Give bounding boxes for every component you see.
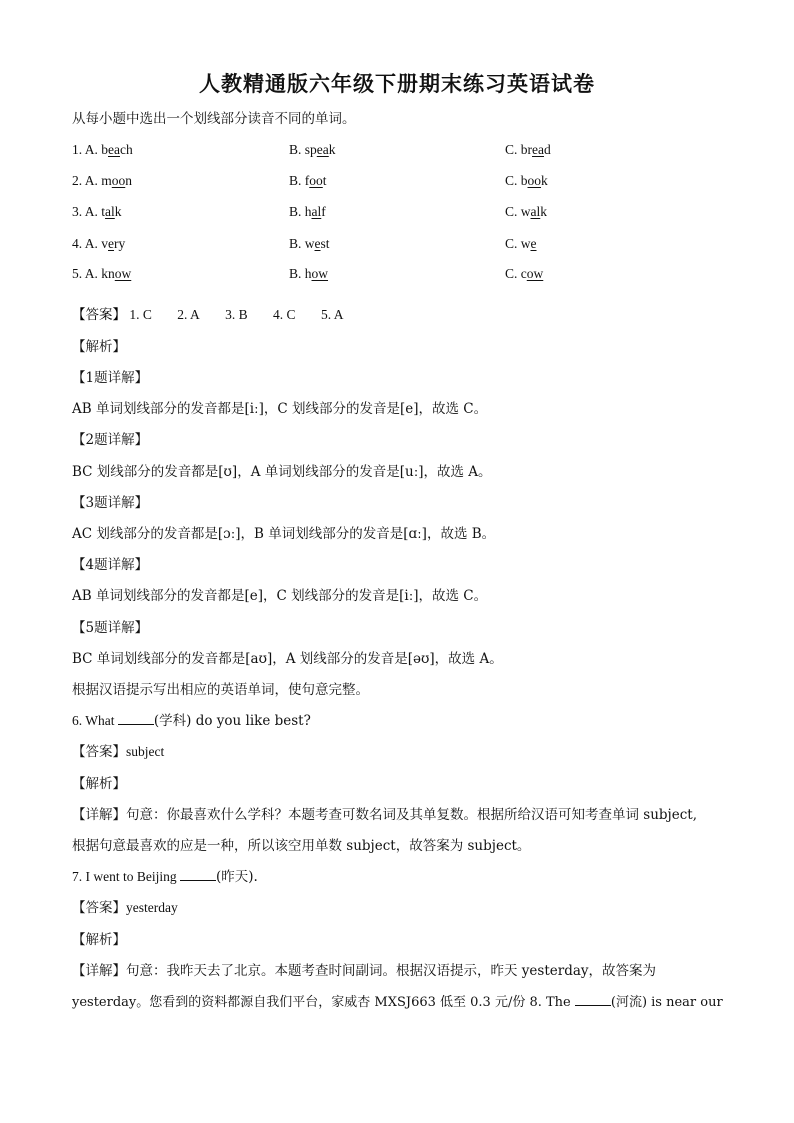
q7-detail-text-2: yesterday。您看到的资料都源自我们平台，家威杏 MXSJ663 低至 0.3 元/份 8. The	[72, 995, 575, 1010]
detail-head-1: 【1题详解】	[72, 370, 149, 386]
detail-head-5: 【5题详解】	[72, 620, 149, 636]
q6-answer-value: subject	[126, 744, 165, 759]
instruction-fill-in: 根据汉语提示写出相应的英语单词，使句意完整。	[72, 682, 369, 698]
option-label: B.	[289, 142, 305, 157]
detail-text-4: AB 单词划线部分的发音都是[e]，C 划线部分的发音是[iː]，故选 C。	[72, 588, 488, 604]
answer-item: 4. C	[273, 307, 296, 322]
underlined-letters: ow	[311, 266, 329, 281]
underlined-letters: e	[530, 236, 537, 251]
word-suffix: st	[320, 236, 330, 251]
q7-prefix: 7. I went to Beijing	[72, 869, 180, 884]
question-2-option-b	[289, 172, 327, 190]
question-1-option-b	[289, 141, 336, 159]
word-prefix: sp	[304, 142, 317, 157]
answer-line-1-5	[72, 306, 365, 324]
q7-answer-value: yesterday	[126, 900, 178, 915]
question-5-option-c	[505, 265, 543, 283]
q6-answer	[72, 743, 164, 761]
underlined-letters: e	[314, 236, 321, 251]
underlined-letters: oo	[527, 173, 542, 188]
instruction-phonics: 从每小题中选出一个划线部分读音不同的单词。	[72, 111, 356, 127]
detail-text-1: AB 单词划线部分的发音都是[iː]，C 划线部分的发音是[e]，故选 C。	[72, 401, 488, 417]
word-prefix: b	[101, 142, 109, 157]
q7-suffix: (昨天).	[216, 869, 258, 885]
word-prefix: m	[101, 173, 112, 188]
word-suffix: n	[125, 173, 133, 188]
q6-detail-line-2: 根据句意最喜欢的应是一种，所以该空用单数 subject，故答案为 subject。	[72, 838, 531, 854]
word-suffix: t	[322, 173, 327, 188]
page-title: 人教精通版六年级下册期末练习英语试卷	[199, 72, 595, 96]
q6-prefix: 6. What	[72, 713, 118, 728]
word-suffix: f	[321, 204, 326, 219]
underlined-letters: al	[105, 204, 115, 219]
answer-tag: 【答案】	[72, 744, 126, 760]
answer-item: 2. A	[177, 307, 200, 322]
q6-detail-text-1: 句意：你最喜欢什么学科？本题考查可数名词及其单复数。根据所给汉语可知考查单词 subject,	[126, 807, 698, 823]
underlined-letters: ea	[316, 142, 329, 157]
underlined-letters: ea	[532, 142, 544, 157]
q7-analysis-tag: 【解析】	[72, 932, 126, 948]
word-suffix: d	[544, 142, 551, 157]
q8-suffix: (河流) is near our	[610, 995, 723, 1010]
word-prefix: kn	[101, 266, 115, 281]
question-4-option-a	[72, 235, 125, 253]
question-4-option-c	[505, 235, 537, 253]
question-2-option-a	[72, 172, 132, 190]
q7-detail-line-2	[72, 993, 723, 1012]
word-suffix: k	[114, 204, 122, 219]
detail-tag: 【详解】	[72, 963, 126, 979]
q6-blank	[118, 712, 154, 725]
q6-detail-line-1	[72, 806, 697, 824]
option-label: 5. A.	[72, 266, 102, 281]
option-label: C.	[505, 236, 521, 251]
question-3-option-b	[289, 203, 326, 221]
q8-blank	[575, 993, 611, 1006]
word-prefix: br	[520, 142, 533, 157]
analysis-tag: 【解析】	[72, 339, 126, 355]
underlined-letters: ow	[114, 266, 132, 281]
option-label: B.	[289, 204, 305, 219]
word-suffix: ry	[114, 236, 126, 251]
q6-analysis-tag: 【解析】	[72, 776, 126, 792]
answer-items	[126, 307, 365, 322]
q7-answer	[72, 899, 178, 917]
answer-item: 5. A	[320, 307, 344, 322]
option-label: B.	[289, 236, 305, 251]
detail-head-4: 【4题详解】	[72, 557, 149, 573]
option-label: C.	[505, 173, 521, 188]
q7-detail-line-1	[72, 962, 656, 980]
question-5-option-b	[289, 265, 328, 283]
question-5-option-a	[72, 265, 131, 283]
option-label: 4. A.	[72, 236, 102, 251]
word-prefix: h	[304, 266, 312, 281]
word-prefix: f	[304, 173, 310, 188]
word-suffix: k	[540, 204, 548, 219]
answer-tag: 【答案】	[72, 307, 126, 323]
detail-tag: 【详解】	[72, 807, 126, 823]
question-4-option-b	[289, 235, 330, 253]
option-label: 3. A.	[72, 204, 102, 219]
detail-text-3: AC 划线部分的发音都是[ɔː]，B 单词划线部分的发音是[ɑː]，故选 B。	[72, 526, 496, 542]
question-7	[72, 868, 258, 886]
underlined-letters: oo	[111, 173, 126, 188]
detail-text-5: BC 单词划线部分的发音都是[aʊ]，A 划线部分的发音是[əʊ]，故选 A。	[72, 651, 503, 667]
option-label: B.	[289, 173, 305, 188]
word-prefix: w	[520, 236, 531, 251]
option-label: 2. A.	[72, 173, 102, 188]
question-3-option-c	[505, 203, 547, 221]
option-label: 1. A.	[72, 142, 102, 157]
word-suffix: k	[328, 142, 336, 157]
underlined-letters: ow	[526, 266, 544, 281]
detail-head-3: 【3题详解】	[72, 495, 149, 511]
option-label: C.	[505, 266, 521, 281]
answer-item: 3. B	[225, 307, 248, 322]
question-6	[72, 712, 311, 730]
word-prefix: c	[520, 266, 527, 281]
word-suffix: k	[541, 173, 548, 188]
question-3-option-a	[72, 203, 122, 221]
option-label: C.	[505, 142, 521, 157]
word-suffix: ch	[120, 142, 133, 157]
word-prefix: w	[304, 236, 315, 251]
word-prefix: b	[520, 173, 528, 188]
word-prefix: v	[101, 236, 109, 251]
underlined-letters: e	[108, 236, 115, 251]
word-prefix: w	[520, 204, 531, 219]
answer-item: 1. C	[129, 307, 152, 322]
question-1-option-c	[505, 141, 551, 159]
underlined-letters: al	[530, 204, 541, 219]
option-label: B.	[289, 266, 305, 281]
word-prefix: h	[304, 204, 312, 219]
underlined-letters: al	[311, 204, 322, 219]
option-label: C.	[505, 204, 521, 219]
q6-suffix: (学科) do you like best?	[153, 713, 311, 729]
detail-head-2: 【2题详解】	[72, 432, 149, 448]
underlined-letters: oo	[309, 173, 323, 188]
answer-tag: 【答案】	[72, 900, 126, 916]
question-1-option-a	[72, 141, 133, 159]
q7-detail-text-1: 句意：我昨天去了北京。本题考查时间副词。根据汉语提示，昨天 yesterday，故答案为	[126, 963, 657, 979]
underlined-letters: ea	[108, 142, 120, 157]
question-2-option-c	[505, 172, 548, 190]
q7-blank	[180, 868, 216, 881]
word-prefix: t	[101, 204, 106, 219]
detail-text-2: BC 划线部分的发音都是[ʊ]，A 单词划线部分的发音是[uː]，故选 A。	[72, 464, 492, 480]
